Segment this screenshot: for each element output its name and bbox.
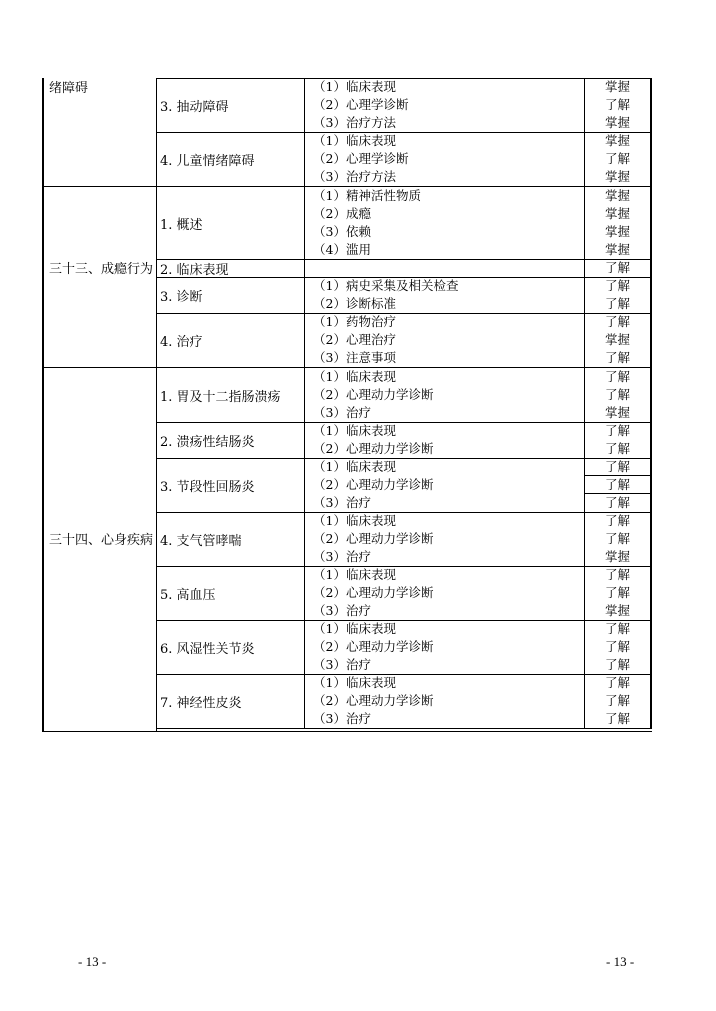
requirement-level: 了解: [604, 296, 630, 311]
requirement-levels: [585, 620, 652, 674]
subtopic-row: [157, 78, 652, 133]
subtopic-label: 1. 胃及十二指肠溃疡: [157, 368, 305, 422]
subtopic-label: 4. 儿童情绪障碍: [157, 132, 305, 186]
requirement-level: 掌握: [604, 332, 630, 347]
content-item: （1）临床表现: [313, 423, 396, 438]
content-item: （2）心理动力学诊断: [313, 531, 434, 546]
content-items: [305, 259, 585, 277]
requirement-level: 了解: [604, 97, 630, 112]
content-item: （2）心理动力学诊断: [313, 639, 434, 654]
subtopic-row: [157, 458, 652, 513]
requirement-level: 了解: [604, 387, 630, 402]
requirement-level: 了解: [604, 369, 630, 384]
subtopic-row: [157, 368, 652, 423]
subtopic-label: 6. 风湿性关节炎: [157, 620, 305, 674]
subtopic-row: [157, 313, 652, 368]
requirement-level: 了解: [585, 476, 650, 494]
content-item: （2）心理动力学诊断: [313, 387, 434, 402]
content-item: （1）临床表现: [313, 133, 396, 148]
topic-cell: [42, 187, 157, 368]
topic-block: [42, 187, 652, 368]
requirement-level: 了解: [604, 513, 630, 528]
requirement-levels: [585, 368, 652, 422]
requirement-levels: [585, 259, 652, 277]
content-item: （1）临床表现: [313, 369, 396, 384]
requirement-level: 掌握: [604, 549, 630, 564]
content-items: [305, 313, 585, 367]
content-item: （2）心理动力学诊断: [313, 693, 434, 708]
block-bottom-border: [42, 731, 652, 732]
content-item: （3）治疗: [313, 711, 371, 726]
subtopic-label: 4. 治疗: [157, 313, 305, 367]
requirement-level: 掌握: [604, 79, 630, 94]
subtopic-label: 7. 神经性皮炎: [157, 674, 305, 728]
requirement-level: 了解: [604, 567, 630, 582]
content-item: （1）药物治疗: [313, 314, 396, 329]
requirement-levels: [585, 458, 652, 512]
content-item: （2）成瘾: [313, 206, 371, 221]
requirement-level: 了解: [604, 585, 630, 600]
subtopic-label: 3. 抽动障碍: [157, 78, 305, 132]
content-items: [305, 187, 585, 259]
requirement-level: 了解: [604, 639, 630, 654]
content-items: [305, 674, 585, 728]
content-item: （3）治疗方法: [313, 169, 396, 184]
subtopic-label: 4. 支气管哮喘: [157, 512, 305, 566]
content-item: （1）临床表现: [313, 79, 396, 94]
requirement-levels: [585, 512, 652, 566]
content-items: [305, 566, 585, 620]
content-item: （2）诊断标准: [313, 296, 396, 311]
requirement-level: 掌握: [604, 206, 630, 221]
requirement-levels: [585, 78, 652, 132]
requirement-level: 了解: [604, 441, 630, 456]
requirement-level: 了解: [604, 314, 630, 329]
content-item: （2）心理治疗: [313, 332, 396, 347]
content-item: （2）心理学诊断: [313, 151, 409, 166]
content-items: [305, 620, 585, 674]
content-items: [305, 277, 585, 313]
requirement-levels: [585, 277, 652, 313]
requirement-levels: [585, 422, 652, 458]
requirement-levels: [585, 132, 652, 186]
requirement-level: 了解: [604, 350, 630, 365]
topic-block: [42, 368, 652, 732]
requirement-level: 掌握: [604, 242, 630, 257]
content-item: （1）临床表现: [313, 567, 396, 582]
content-items: [305, 132, 585, 186]
requirement-level: 掌握: [604, 603, 630, 618]
subtopic-row: [157, 566, 652, 621]
requirement-levels: [585, 566, 652, 620]
topic-label: 绪障碍: [49, 81, 89, 96]
content-item: （1）临床表现: [313, 675, 396, 690]
requirement-level: 了解: [604, 693, 630, 708]
requirement-level: 掌握: [604, 405, 630, 420]
requirement-level: 了解: [604, 675, 630, 690]
topic-label: 三十三、成瘾行为: [49, 262, 154, 277]
requirement-level: 掌握: [604, 115, 630, 130]
content-item: （2）心理学诊断: [313, 97, 409, 112]
requirement-level: 掌握: [604, 133, 630, 148]
topic-label: 三十四、心身疾病: [49, 533, 154, 548]
page-number-left: - 13 -: [78, 954, 107, 969]
subtopic-row: [157, 422, 652, 459]
requirement-levels: [585, 674, 652, 728]
content-item: （2）心理动力学诊断: [313, 585, 434, 600]
subtopic-row: [157, 259, 652, 278]
topic-cell: [42, 78, 157, 187]
content-items: [305, 458, 585, 512]
content-item: （3）治疗: [313, 603, 371, 618]
requirement-level: 了解: [585, 458, 650, 476]
content-item: （3）治疗方法: [313, 115, 396, 130]
page-number-right: - 13 -: [606, 954, 635, 969]
requirement-level: 了解: [604, 151, 630, 166]
content-item: （3）治疗: [313, 495, 371, 510]
subtopic-row: [157, 187, 652, 260]
requirement-level: 掌握: [604, 169, 630, 184]
requirement-level: 掌握: [604, 224, 630, 239]
subtopic-label: 3. 诊断: [157, 277, 305, 313]
content-item: （1）临床表现: [313, 459, 396, 474]
content-item: （3）依赖: [313, 224, 371, 239]
subtopic-row: [157, 132, 652, 187]
content-item: （3）治疗: [313, 657, 371, 672]
content-items: [305, 422, 585, 458]
subtopic-label: 1. 概述: [157, 187, 305, 259]
requirement-levels: [585, 313, 652, 367]
content-item: （3）治疗: [313, 405, 371, 420]
content-item: （4）滥用: [313, 242, 371, 257]
requirement-level: 了解: [604, 621, 630, 636]
subtopic-row: [157, 620, 652, 675]
content-item: （2）心理动力学诊断: [313, 477, 434, 492]
content-items: [305, 512, 585, 566]
requirement-levels: [585, 187, 652, 259]
subtopic-label: 2. 溃疡性结肠炎: [157, 422, 305, 458]
content-item: （1）精神活性物质: [313, 188, 421, 203]
requirement-level: 了解: [604, 423, 630, 438]
requirement-level: 了解: [604, 531, 630, 546]
content-item: （2）心理动力学诊断: [313, 441, 434, 456]
subtopic-row: [157, 277, 652, 314]
requirement-level: 了解: [604, 657, 630, 672]
content-item: （1）病史采集及相关检查: [313, 278, 459, 293]
requirement-level: 了解: [604, 711, 630, 726]
requirement-level: 了解: [604, 495, 630, 510]
subtopic-label: 3. 节段性回肠炎: [157, 458, 305, 512]
requirement-level: 了解: [604, 260, 630, 275]
content-items: [305, 78, 585, 132]
requirement-level: 了解: [604, 278, 630, 293]
content-item: （3）治疗: [313, 549, 371, 564]
content-items: [305, 368, 585, 422]
topic-block: [42, 78, 652, 187]
subtopic-row: [157, 674, 652, 729]
subtopic-label: 2. 临床表现: [157, 259, 305, 277]
topic-cell: [42, 368, 157, 732]
content-item: （1）临床表现: [313, 621, 396, 636]
content-item: （1）临床表现: [313, 513, 396, 528]
subtopic-label: 5. 高血压: [157, 566, 305, 620]
requirement-level: 掌握: [604, 188, 630, 203]
content-item: （3）注意事项: [313, 350, 396, 365]
subtopic-row: [157, 512, 652, 567]
